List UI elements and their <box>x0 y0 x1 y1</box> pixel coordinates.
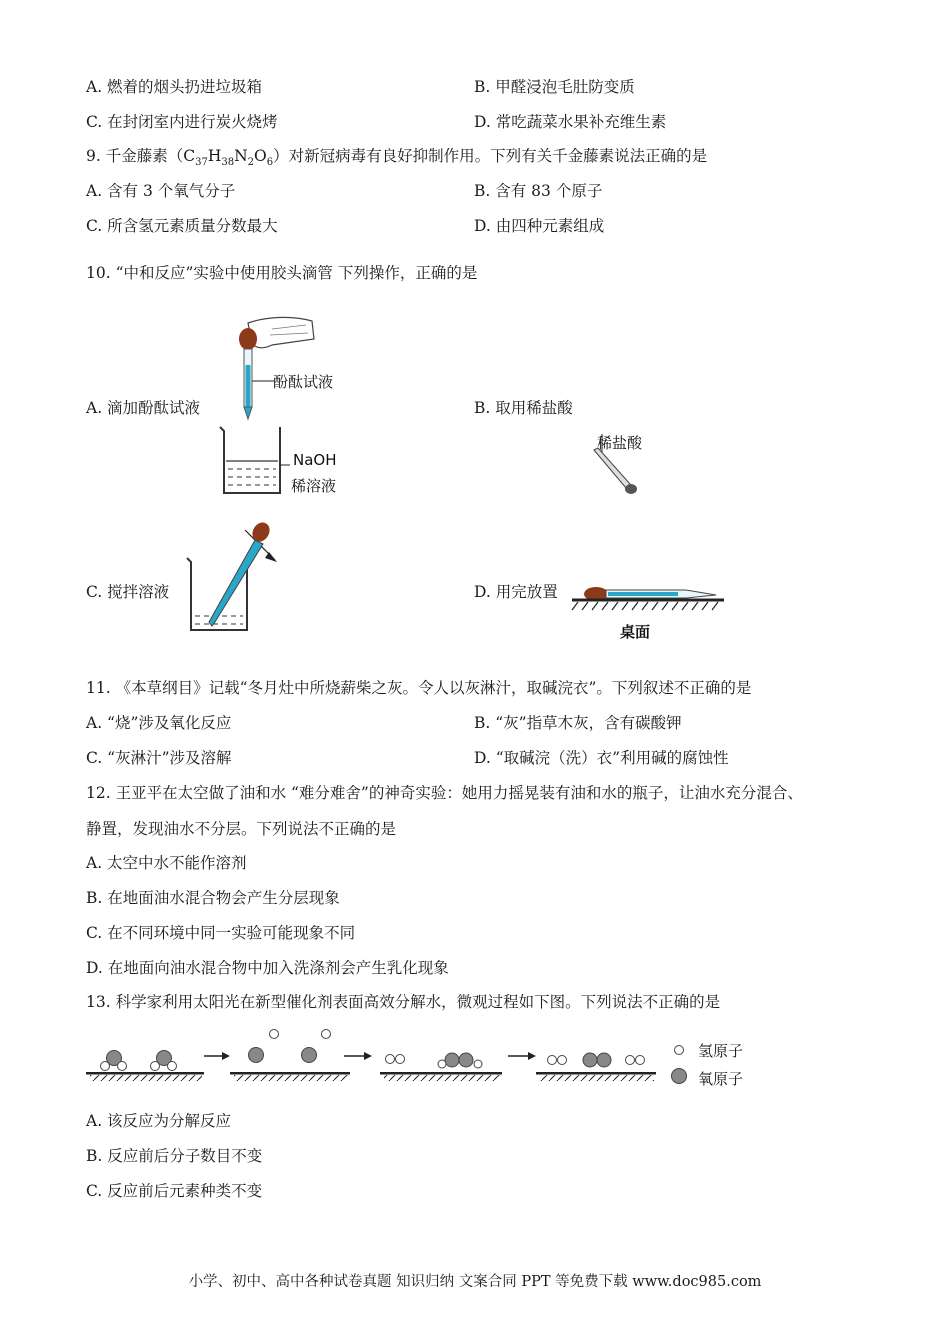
q10-fig-b-label: 稀盐酸 <box>597 434 643 452</box>
stage-1 <box>86 1051 204 1082</box>
q12-option-c: C. 在不同环境中同一实验可能现象不同 <box>86 924 356 942</box>
page-footer: 小学、初中、高中各种试卷真题 知识归纳 文案合同 PPT 等免费下载 www.doc985.com <box>188 1274 762 1290</box>
hand-shape <box>248 317 314 347</box>
q12-option-d: D. 在地面向油水混合物中加入洗涤剂会产生乳化现象 <box>86 959 449 977</box>
q12-stem-line2: 静置，发现油水不分层。下列说法不正确的是 <box>86 820 397 838</box>
q8-option-b: B. 甲醛浸泡毛肚防变质 <box>474 78 635 96</box>
q10-fig-a-label-phenolphthalein: 酚酞试液 <box>273 373 334 391</box>
q8-option-c: C. 在封闭室内进行炭火烧烤 <box>86 113 278 131</box>
q10-fig-d-label: 桌面 <box>620 623 651 641</box>
q12-stem-line1: 12. 王亚平在太空做了油和水 “难分难舍”的神奇实验：她用力摇晃装有油和水的瓶子，让油水充分混合、 <box>86 784 803 802</box>
q13-option-b: B. 反应前后分子数目不变 <box>86 1147 263 1165</box>
q13-legend-hydrogen: 氢原子 <box>698 1042 744 1060</box>
q10-option-c: C. 搅拌溶液 <box>86 583 170 601</box>
pipette-bulb <box>249 519 273 544</box>
q11-option-c: C. “灰淋汁”涉及溶解 <box>86 749 232 767</box>
q13-stem: 13. 科学家利用太阳光在新型催化剂表面高效分解水，微观过程如下图。下列说法不正确的是 <box>86 993 721 1011</box>
q9-option-d: D. 由四种元素组成 <box>474 217 605 235</box>
q11-option-a: A. “烧”涉及氧化反应 <box>86 714 232 732</box>
q13-option-c: C. 反应前后元素种类不变 <box>86 1182 263 1200</box>
pipette-bulb <box>239 328 257 350</box>
beaker <box>220 427 280 493</box>
arrow-2 <box>344 1052 372 1060</box>
q10-option-b: B. 取用稀盐酸 <box>474 399 573 417</box>
stage-2 <box>230 1030 350 1082</box>
q10-option-d: D. 用完放置 <box>474 583 558 601</box>
arrow-1 <box>204 1052 230 1060</box>
q11-stem: 11. 《本草纲目》记载“冬月灶中所烧薪柴之灰。令人以灰淋汁，取碱浣衣”。下列叙述不正确的是 <box>86 679 752 697</box>
q10-fig-a-label-naoh: NaOH <box>293 451 337 469</box>
q13-option-a: A. 该反应为分解反应 <box>86 1112 232 1130</box>
stage-4 <box>536 1053 656 1081</box>
pipette-tube <box>209 540 263 626</box>
q12-option-a: A. 太空中水不能作溶剂 <box>86 854 247 872</box>
arrow-3 <box>508 1052 536 1060</box>
q9-option-b: B. 含有 83 个原子 <box>474 182 603 200</box>
q11-option-d: D. “取碱浣（洗）衣”利用碱的腐蚀性 <box>474 749 729 767</box>
legend-hydrogen-symbol <box>675 1046 684 1055</box>
q9-option-c: C. 所含氢元素质量分数最大 <box>86 217 278 235</box>
q13-legend-oxygen: 氧原子 <box>698 1070 744 1088</box>
q11-option-b: B. “灰”指草木灰，含有碳酸钾 <box>474 714 682 732</box>
pipette-bulb <box>625 484 637 494</box>
legend-oxygen-symbol <box>672 1069 687 1084</box>
q10-figure-d <box>568 584 728 614</box>
q8-option-a: A. 燃着的烟头扔进垃圾箱 <box>86 78 263 96</box>
q12-option-b: B. 在地面油水混合物会产生分层现象 <box>86 889 340 907</box>
q9-stem: 9. 千金藤素$(C_{37}H_{38}N_2O_6)$对新冠病毒有良好抑制作用。下列有关千金藤素说法正确的是 <box>86 147 708 169</box>
stage-3 <box>380 1053 502 1081</box>
q9-stem-post: ）对新冠病毒有良好抑制作用。下列有关千金藤素说法正确的是 <box>273 147 708 165</box>
q9-stem-pre: 9. 千金藤素（C <box>86 147 196 165</box>
q13-diagram <box>86 1024 686 1084</box>
q10-figure-c <box>185 518 285 633</box>
q10-option-a: A. 滴加酚酞试液 <box>86 399 201 417</box>
q9-option-a: A. 含有 3 个氧气分子 <box>86 182 236 200</box>
q10-stem: 10. “中和反应”实验中使用胶头滴管 下列操作，正确的是 <box>86 264 478 282</box>
q10-fig-a-label-dilute: 稀溶液 <box>291 477 337 495</box>
q8-option-d: D. 常吃蔬菜水果补充维生素 <box>474 113 667 131</box>
